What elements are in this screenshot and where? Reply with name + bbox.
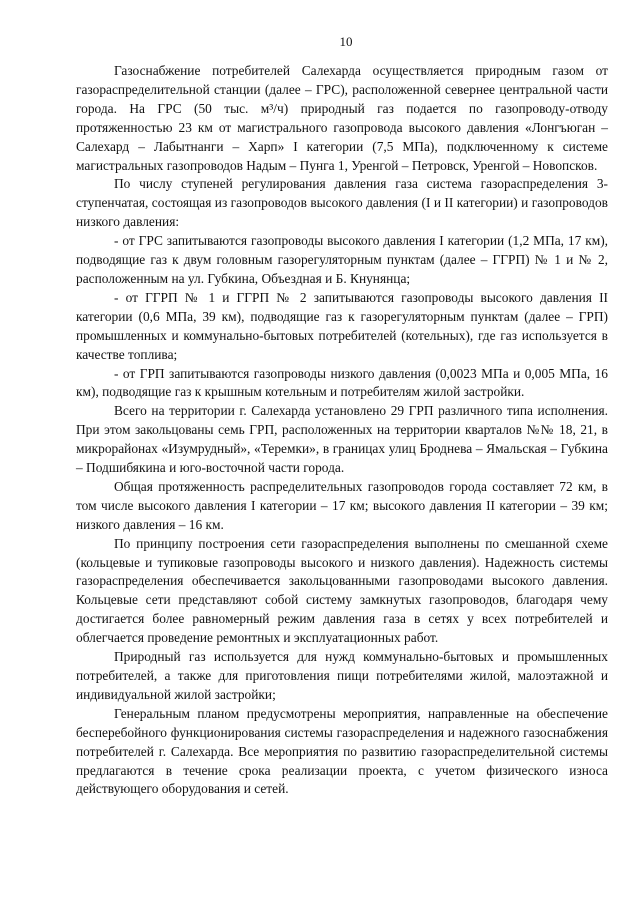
page-number: 10	[339, 34, 353, 49]
list-item-grp-low-pressure: - от ГРП запитываются газопроводы низкого давления (0,0023 МПа и 0,005 МПа, 16 км), подводящие газ к крышным котельным и потребителям жилой застройки.	[76, 365, 608, 400]
paragraph-general-plan: Генеральным планом предусмотрены мероприятия, направленные на обеспечение бесперебойного функционирования системы газораспределения и надежного газоснабжения потребителей г. Салехарда. Все мероприятия по развитию газораспределительной системы предлагаются в течение срока реализации проекта, с учетом физического износа действующего оборудования и сетей.	[76, 705, 608, 797]
paragraph-pressure-stages: По числу ступеней регулирования давления газа система газораспределения 3-ступенчатая, состоящая из газопроводов высокого давления (I и II категории) и газопроводов низкого давления:	[76, 176, 608, 230]
paragraph-network-length: Общая протяженность распределительных газопроводов города составляет 72 км, в том числе высокого давления I категории – 17 км; высокого давления II категории – 39 км; низкого давления – 16 км.	[76, 478, 608, 532]
paragraph-gas-supply-source: Газоснабжение потребителей Салехарда осуществляется природным газом от газораспределительной станции (далее – ГРС), расположенной севернее центральной части города. На ГРС (50 тыс. м³/ч) природный газ подается по газопроводу-отводу протяженностью 23 км от магистрального газопровода высокого давления «Лонгъюган – Салехард – Лабытнанги – Харп» I категории (7,5 МПа), подключенному к системе магистральных газопроводов Надым – Пунга 1, Уренгой – Петровск, Уренгой – Новопсков.	[76, 63, 608, 173]
document-page	[76, 34, 608, 799]
list-item-ggrp-high-pressure: - от ГГРП № 1 и ГГРП № 2 запитываются газопроводы высокого давления II категории (0,6 МПа, 39 км), подводящие газ к газорегуляторным пунктам (далее – ГРП) промышленных и коммунально-бытовых потребителей (котельных), где газ используется в качестве топлива;	[76, 289, 608, 362]
paragraph-gas-usage: Природный газ используется для нужд коммунально-бытовых и промышленных потребителей, а также для приготовления пищи потребителями жилой, малоэтажной и индивидуальной жилой застройки;	[76, 649, 608, 702]
list-item-grs-high-pressure: - от ГРС запитываются газопроводы высокого давления I категории (1,2 МПа, 17 км), подводящие газ к двум головным газорегуляторным пунктам (далее – ГГРП) № 1 и № 2, расположенным на ул. Губкина, Объездная и Б. Кнунянца;	[76, 233, 608, 286]
paragraph-grp-count: Всего на территории г. Салехарда установлено 29 ГРП различного типа исполнения. При этом закольцованы семь ГРП, расположенных на территории кварталов №№ 18, 21, в микрорайонах «Изумрудный», «Теремки», в границах улиц Броднева – Ямальская – Губкина – Подшибякина и юго-восточной части города.	[76, 403, 608, 476]
paragraph-network-scheme: По принципу построения сети газораспределения выполнены по смешанной схеме (кольцевые и тупиковые газопроводы высокого и низкого давления). Надежность системы газораспределения обеспечивается закольцованными газопроводами высокого давления. Кольцевые сети представляют собой систему замкнутых газопроводов, благодаря чему достигается более равномерный режим давления газа в сетях у всех потребителей и облегчается проведение ремонтных и эксплуатационных работ.	[76, 535, 608, 646]
